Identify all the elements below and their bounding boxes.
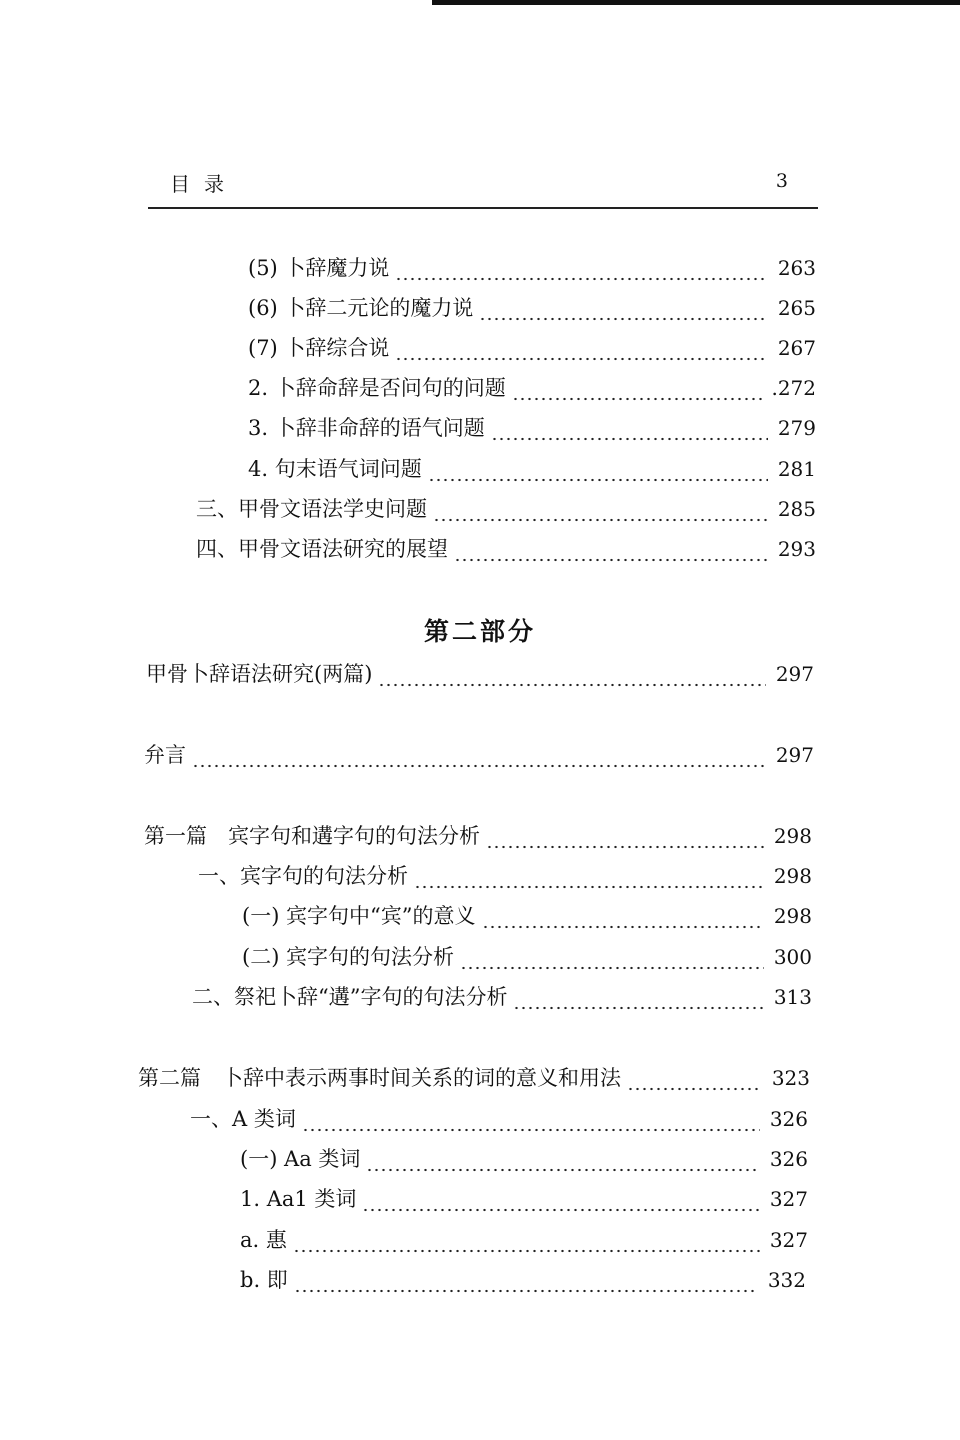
toc-entry-page: 279 (777, 416, 816, 440)
dot-leader (395, 344, 768, 362)
toc-entry (248, 332, 816, 362)
dot-leader (294, 1276, 758, 1294)
toc-entry (248, 252, 816, 282)
toc-entry (144, 739, 814, 769)
dot-leader (293, 1236, 760, 1254)
toc-entry-page: 327 (769, 1187, 808, 1211)
toc-entry-label: (一) 宾字句中“宾”的意义 (242, 904, 476, 928)
dot-leader (302, 1115, 760, 1133)
dot-leader (454, 545, 768, 563)
toc-entry-label: 一、宾字句的句法分析 (198, 864, 408, 888)
toc-entry (242, 900, 812, 930)
toc-entry (138, 1062, 810, 1092)
toc-entry-page: 285 (777, 497, 816, 521)
dot-leader (479, 304, 768, 322)
toc-entry (240, 1143, 808, 1173)
toc-entry-page: 281 (777, 457, 816, 481)
toc-entry-label: 四、甲骨文语法研究的展望 (196, 537, 448, 561)
toc-entry (248, 453, 816, 483)
toc-entry (240, 1224, 808, 1254)
toc-entry-page: 332 (767, 1268, 806, 1292)
toc-entry-label: 第一篇 宾字句和遘字句的句法分析 (144, 824, 480, 848)
toc-entry-label: 弁言 (144, 743, 186, 767)
toc-entry-page: 323 (771, 1066, 810, 1090)
toc-entry-page: 327 (769, 1228, 808, 1252)
toc-entry (240, 1183, 808, 1213)
toc-entry-label: 二、祭祀卜辞“遘”字句的句法分析 (192, 985, 508, 1009)
toc-entry (146, 658, 814, 688)
dot-leader (414, 872, 764, 890)
toc-entry (196, 493, 816, 523)
toc-entry (248, 412, 816, 442)
header-page-number: 3 (775, 170, 788, 192)
toc-entry (190, 1103, 808, 1133)
toc-entry-page: 297 (775, 743, 814, 767)
toc-entry (198, 860, 812, 890)
dot-leader (378, 670, 766, 688)
toc-entry-page: 326 (769, 1147, 808, 1171)
toc-entry-page: 313 (773, 985, 812, 1009)
header-title: 目录 (170, 172, 238, 196)
dot-leader (491, 424, 768, 442)
toc-entry-label: 4. 句末语气词问题 (248, 457, 422, 481)
toc-entry-label: 一、A 类词 (190, 1107, 296, 1131)
toc-entry (192, 981, 812, 1011)
toc-entry (248, 292, 816, 322)
dot-leader (428, 465, 768, 483)
toc-entry-page: 267 (777, 336, 816, 360)
toc-entry-label: (6) 卜辞二元论的魔力说 (248, 296, 474, 320)
dot-leader (362, 1195, 760, 1213)
toc-entry-label: (一) Aa 类词 (240, 1147, 361, 1171)
dot-leader (395, 264, 768, 282)
toc-entry-label: 2. 卜辞命辞是否问句的问题 (248, 376, 506, 400)
dot-leader (192, 751, 766, 769)
toc-entry-page: 297 (775, 662, 814, 686)
dot-leader (513, 993, 764, 1011)
toc-entry (242, 941, 812, 971)
dot-leader (460, 953, 764, 971)
dot-leader (627, 1074, 762, 1092)
dot-leader (433, 505, 768, 523)
toc-entry-label: 甲骨卜辞语法研究(两篇) (146, 662, 373, 686)
section-heading: 第二部分 (423, 617, 536, 646)
toc-entry-page: 263 (777, 256, 816, 280)
toc-entry-label: (5) 卜辞魔力说 (248, 256, 390, 280)
toc-entry-page: .272 (771, 376, 816, 400)
toc-entry (144, 820, 812, 850)
toc-entry-label: (二) 宾字句的句法分析 (242, 945, 455, 969)
toc-entry-page: 298 (773, 904, 812, 928)
toc-entry (248, 372, 816, 402)
toc-entry-label: (7) 卜辞综合说 (248, 336, 390, 360)
dot-leader (482, 912, 764, 930)
toc-entry-label: 3. 卜辞非命辞的语气问题 (248, 416, 485, 440)
dot-leader (512, 384, 764, 402)
toc-entry-page: 298 (773, 824, 812, 848)
toc-entry-page: 265 (777, 296, 816, 320)
toc-entry (240, 1264, 806, 1294)
dot-leader (366, 1155, 760, 1173)
toc-entry-page: 293 (777, 537, 816, 561)
toc-entry-label: b. 即 (240, 1268, 288, 1292)
toc-entry-label: 第二篇 卜辞中表示两事时间关系的词的意义和用法 (138, 1066, 621, 1090)
toc-entry-label: 三、甲骨文语法学史问题 (196, 497, 427, 521)
dot-leader (486, 832, 764, 850)
toc-entry-page: 298 (773, 864, 812, 888)
toc-entry-page: 300 (773, 945, 812, 969)
toc-entry (196, 533, 816, 563)
toc-entry-page: 326 (769, 1107, 808, 1131)
toc-entry-label: 1. Aa1 类词 (240, 1187, 357, 1211)
toc-entry-label: a. 惠 (240, 1228, 287, 1252)
